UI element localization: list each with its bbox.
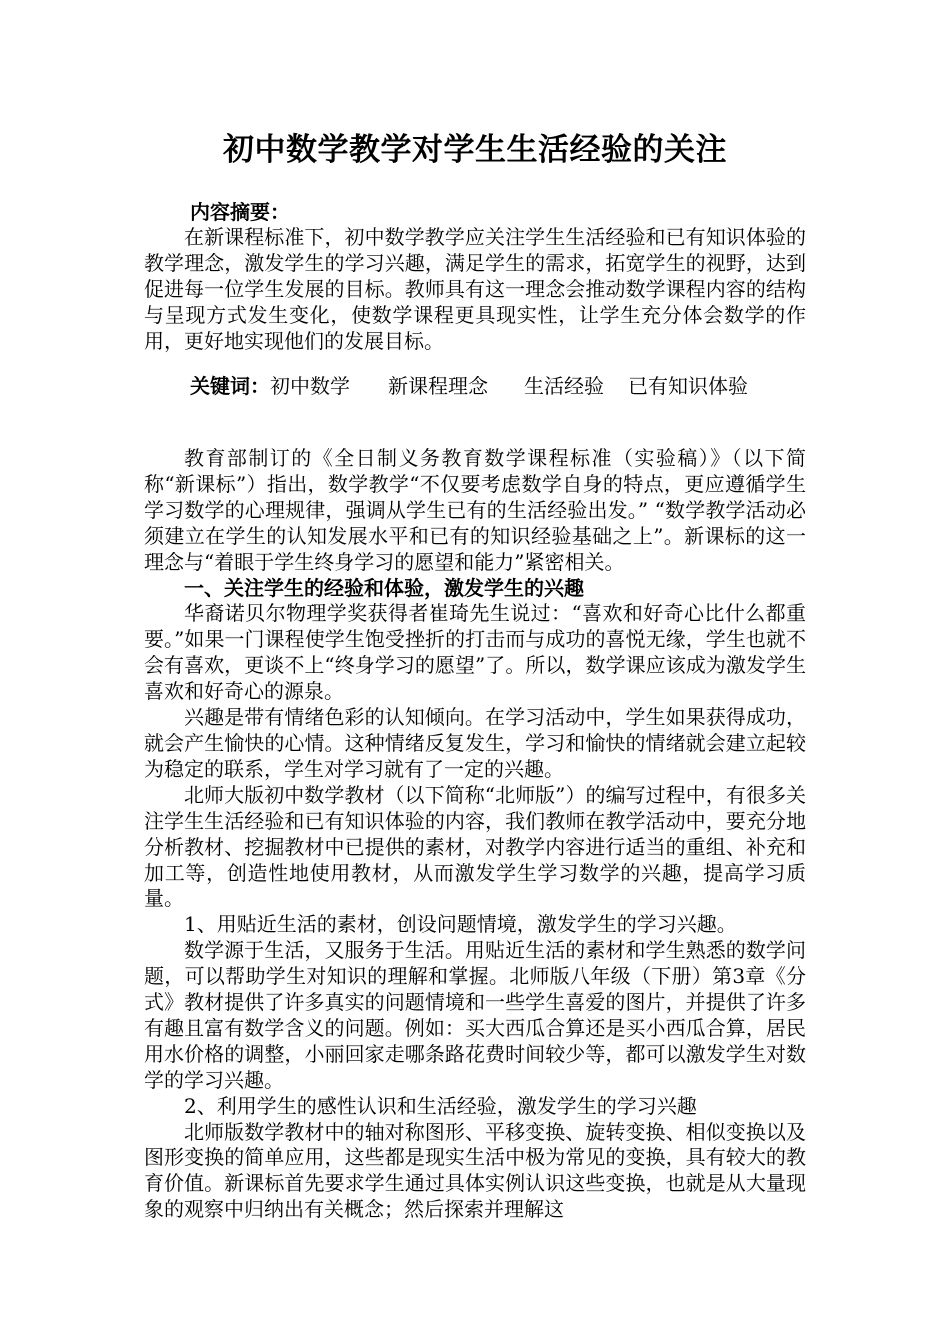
keyword: 已有知识体验 <box>628 374 748 398</box>
keyword: 初中数学 <box>270 374 350 398</box>
abstract-label: 内容摘要： <box>190 200 290 224</box>
subsection-heading: 1、用贴近生活的素材，创设问题情境，激发学生的学习兴趣。 <box>184 912 737 937</box>
body-text <box>144 446 806 1223</box>
abstract-text: 在新课程标准下，初中数学教学应关注学生生活经验和已有知识体验的教学理念，激发学生的学习兴趣，满足学生的需求，拓宽学生的视野，达到促进每一位学生发展的目标。教师具有这一理念会推动数学课程内容的结构与呈现方式发生变化，使数学课程更具现实性，让学生充分体会数学的作用，更好地实现他们的发展目标。 <box>144 225 806 353</box>
body-paragraph: 北师版数学教材中的轴对称图形、平移变换、旋转变换、相似变换以及图形变换的简单应用，这些都是现实生活中极为常见的变换，具有较大的教育价值。新课标首先要求学生通过具体实例认识这些变换，也就是从大量现象的观察中归纳出有关概念；然后探索并理解这 <box>144 1119 806 1222</box>
body-paragraph: 教育部制订的《全日制义务教育数学课程标准（实验稿）》（以下简称“新课标”）指出，数学教学“不仅要考虑数学自身的特点，更应遵循学生学习数学的心理规律，强调从学生已有的生活经验出发。” “数学教学活动必须建立在学生的认知发展水平和已有的知识经验基础之上”。新课标的这一理念与“着眼于学生终身学习的愿望和能力”紧密相关。 <box>144 446 806 574</box>
keywords-line <box>190 372 748 400</box>
section-heading: 一、关注学生的经验和体验，激发学生的兴趣 <box>184 575 584 600</box>
body-paragraph: 数学源于生活，又服务于生活。用贴近生活的素材和学生熟悉的数学问题，可以帮助学生对知识的理解和掌握。北师版八年级（下册）第3章《分式》教材提供了许多真实的问题情境和一些学生喜爱的图片，并提供了许多有趣且富有数学含义的问题。例如：买大西瓜合算还是买小西瓜合算，居民用水价格的调整，小丽回家走哪条路花费时间较少等，都可以激发学生对数学的学习兴趣。 <box>144 938 806 1092</box>
keyword: 生活经验 <box>524 374 604 398</box>
body-paragraph: 华裔诺贝尔物理学奖获得者崔琦先生说过：“喜欢和好奇心比什么都重要。”如果一门课程使学生饱受挫折的打击而与成功的喜悦无缘，学生也就不会有喜欢，更谈不上“终身学习的愿望”了。所以，数学课应该成为激发学生喜欢和好奇心的源泉。 <box>144 601 806 704</box>
document-page <box>144 0 806 1344</box>
body-paragraph: 北师大版初中数学教材（以下简称“北师版”）的编写过程中，有很多关注学生生活经验和已有知识体验的内容，我们教师在教学活动中，要充分地分析教材、挖掘教材中已提供的素材，对教学内容进行适当的重组、补充和加工等，创造性地使用教材，从而激发学生学习数学的兴趣，提高学习质量。 <box>144 782 806 911</box>
body-paragraph: 兴趣是带有情绪色彩的认知倾向。在学习活动中，学生如果获得成功，就会产生愉快的心情。这种情绪反复发生，学习和愉快的情绪就会建立起较为稳定的联系，学生对学习就有了一定的兴趣。 <box>144 705 806 781</box>
keywords-label: 关键词： <box>190 374 270 398</box>
document-title: 初中数学教学对学生生活经验的关注 <box>223 132 727 168</box>
keyword: 新课程理念 <box>388 374 488 398</box>
subsection-heading: 2、利用学生的感性认识和生活经验，激发学生的学习兴趣 <box>184 1093 697 1118</box>
